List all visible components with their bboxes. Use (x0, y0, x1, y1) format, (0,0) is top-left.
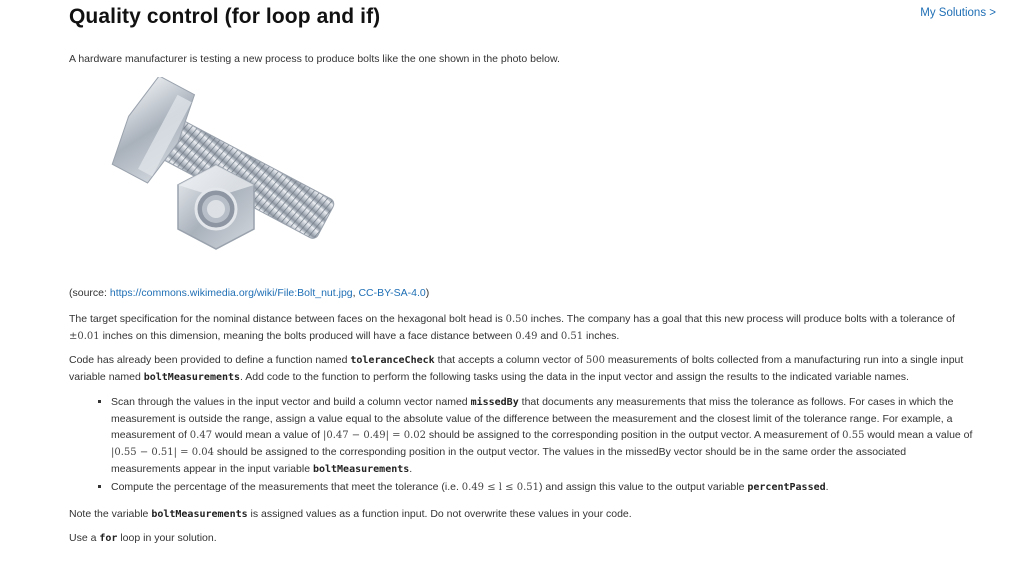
code-paragraph: Code has already been provided to define a function named toleranceCheck that accepts a column vector of 500 measurements of bolts collected from a manufacturing run into a single input variable named boltMeasurements. Add code to the function to perform the following tasks using the data in the input vector and assign the results to the indicated variable names. (69, 354, 964, 383)
list-item: ▪ Compute the percentage of the measurements that meet the tolerance (i.e. 0.49 ≤ l ≤ 0.51) and assign this value to the output variable percentPassed. (111, 479, 974, 496)
note-paragraph: Note the variable boltMeasurements is assigned values as a function input. Do not overwrite these values in your code. (69, 508, 632, 520)
for-loop-paragraph: Use a for loop in your solution. (69, 532, 217, 544)
list-item: ▪ Scan through the values in the input vector and build a column vector named missedBy that documents any measurements that miss the tolerance as follows. For cases in which the measurement is outside the range, assign a value equal to the absolute value of the difference between the measurement and the closest limit of the tolerance range. For example, a measurement of 0.47 would mean a value of |0.47 − 0.49| = 0.02 should be assigned to the corresponding position in the output vector. A measurement of 0.55 would mean a value of |0.55 − 0.51| = 0.04 should be assigned to the corresponding position in the output vector. The values in the missedBy vector should be in the same order the associated measurements appear in the input variable boltMeasurements. (111, 394, 974, 478)
my-solutions-link[interactable]: My Solutions > (920, 7, 996, 19)
intro-text: A hardware manufacturer is testing a new process to produce bolts like the one shown in the photo below. (69, 53, 560, 65)
license-link[interactable]: CC-BY-SA-4.0 (358, 287, 426, 299)
page-title: Quality control (for loop and if) (69, 5, 381, 28)
source-line: (source: https://commons.wikimedia.org/wiki/File:Bolt_nut.jpg, CC-BY-SA-4.0) (69, 287, 430, 299)
problem-description (69, 51, 974, 547)
bolt-nut-photo (94, 77, 364, 282)
task-list (69, 394, 974, 496)
source-link[interactable]: https://commons.wikimedia.org/wiki/File:Bolt_nut.jpg (109, 287, 353, 299)
spec-paragraph: The target specification for the nominal distance between faces on the hexagonal bolt head is 0.50 inches. The company has a goal that this new process will produce bolts with a tolerance of ±0.01 inches on this dimension, meaning the bolts produced will have a face distance between 0.49 and 0.51 inches. (69, 313, 955, 342)
